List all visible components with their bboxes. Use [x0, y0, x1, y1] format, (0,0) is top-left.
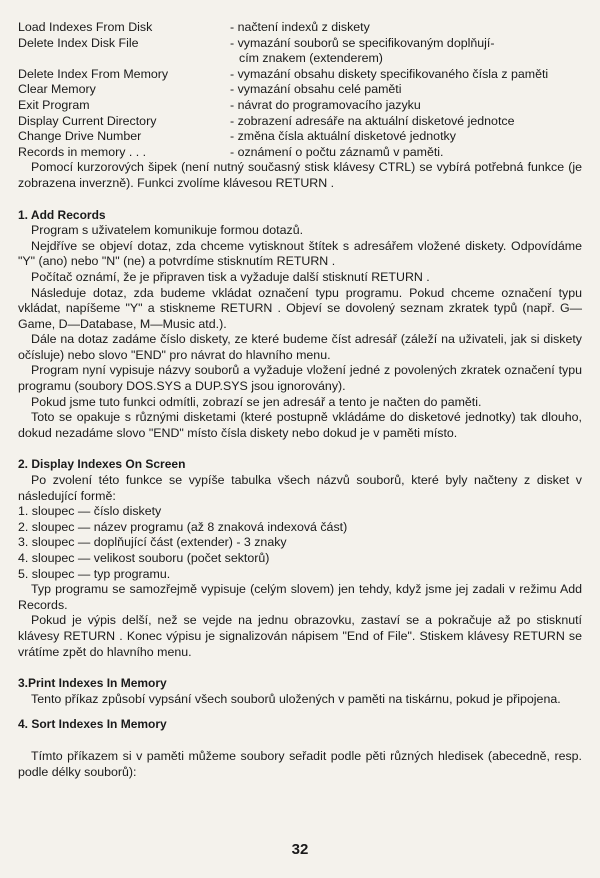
- menu-function-description: - načtení indexů z diskety: [230, 20, 370, 34]
- list-item: 3. sloupec — doplňující část (extender) - 3 znaky: [18, 535, 287, 550]
- menu-function-description: - vymazání obsahu celé paměti: [230, 82, 402, 97]
- menu-function-description: - změna čísla aktuální disketové jednotky: [230, 129, 456, 144]
- paragraph: Tento příkaz způsobí vypsání všech souborů uložených v paměti na tiskárnu, pokud je připojena.: [31, 691, 561, 706]
- section-heading-print-indexes: 3.Print Indexes In Memory: [18, 676, 167, 691]
- list-item: 1. sloupec — číslo diskety: [18, 504, 162, 519]
- section-heading-add-records: 1. Add Records: [18, 207, 106, 222]
- intro-paragraph: Pomocí kurzorových šipek (není nutný současný stisk klávesy CTRL) se vybírá potřebná funkce (je zobrazena inverzně). Funkci zvolíme klávesou RETURN .: [18, 160, 582, 190]
- list-item: 4. sloupec — velikost souboru (počet sektorů): [18, 551, 270, 565]
- menu-function-description: - návrat do programovacího jazyku: [230, 97, 421, 112]
- menu-function-description: - vymazání obsahu diskety specifikovaného čísla z paměti: [230, 66, 549, 81]
- list-item: 2. sloupec — název programu (až 8 znaková indexová část): [18, 519, 348, 534]
- menu-function-description: - vymazání souborů se specifikovaným doplňují-: [230, 35, 495, 50]
- menu-function-description: - zobrazení adresáře na aktuální disketové jednotce: [230, 113, 515, 128]
- menu-function-name: [18, 51, 230, 67]
- menu-function-name: Change Drive Number: [18, 129, 142, 144]
- menu-function-name: Load Indexes From Disk: [18, 20, 153, 34]
- menu-function-name: Records in memory . . .: [18, 144, 147, 159]
- paragraph: Pokud je výpis delší, než se vejde na jednu obrazovku, zastaví se a pokračuje až po stisknutí klávesy RETURN . Konec výpisu je signalizován nápisem "End of File". Stiskem klávesy RETURN se vrátíme zpět do hlavního menu.: [18, 613, 582, 659]
- menu-function-list: [18, 20, 582, 160]
- paragraph: Program nyní vypisuje názvy souborů a vyžaduje vložení jedné z povolených zkratek označení typu programu (soubory DOS.SYS a DUP.SYS jsou ignorovány).: [18, 363, 582, 394]
- paragraph: Následuje dotaz, zda budeme vkládat označení typu programu. Pokud chceme označení typu vkládat, napíšeme "Y" a stiskneme RETURN . Objeví se dovolený seznam zkratek typů (např. G—Game, D—Database, M—Music atd.).: [18, 285, 582, 331]
- paragraph: Počítač oznámí, že je připraven tisk a vyžaduje další stisknutí RETURN .: [31, 269, 430, 284]
- menu-function-description: cím znakem (extenderem): [239, 51, 383, 66]
- paragraph: Pokud jsme tuto funkci odmítli, zobrazí se jen adresář a tento je načten do paměti.: [31, 394, 482, 409]
- menu-function-name: Clear Memory: [18, 82, 96, 97]
- paragraph: Tímto příkazem si v paměti můžeme soubory seřadit podle pěti různých hledisek (abecedně, resp. podle délky souborů):: [18, 748, 582, 779]
- menu-function-name: Delete Index Disk File: [18, 35, 139, 50]
- list-item: 5. sloupec — typ programu.: [18, 566, 171, 581]
- paragraph: Dále na dotaz zadáme číslo diskety, ze které budeme číst adresář (záleží na uživateli, jak si diskety očísluje) nebo slovo "END" pro návrat do hlavního menu.: [18, 332, 582, 362]
- paragraph: Po zvolení této funkce se vypíše tabulka všech názvů souborů, které byly načteny z disket v následující formě:: [18, 473, 582, 503]
- paragraph: Typ programu se samozřejmě vypisuje (celým slovem) jen tehdy, když jsme jej zadali v režimu Add Records.: [18, 582, 582, 612]
- page-number: 32: [291, 841, 309, 858]
- paragraph: Nejdříve se objeví dotaz, zda chceme vytisknout štítek s adresářem vložené diskety. Odpovídáme "Y" (ano) nebo "N" (ne) a potvrdíme stisknutím RETURN .: [18, 238, 582, 269]
- menu-function-name: Exit Program: [18, 97, 90, 112]
- menu-function-description: - oznámení o počtu záznamů v paměti.: [230, 144, 444, 159]
- paragraph: Program s uživatelem komunikuje formou dotazů.: [31, 223, 304, 238]
- section-heading-display-indexes: 2. Display Indexes On Screen: [18, 457, 186, 472]
- menu-function-name: Delete Index From Memory: [18, 66, 169, 81]
- menu-function-name: Display Current Directory: [18, 113, 157, 128]
- paragraph: Toto se opakuje s různými disketami (které postupně vkládáme do disketové jednotky) tak dlouho, dokud nezadáme slovo "END" místo čísla diskety nebo dokud je v paměti místo.: [18, 410, 582, 440]
- column-list: [18, 504, 582, 582]
- section-heading-sort-indexes: 4. Sort Indexes In Memory: [18, 717, 167, 732]
